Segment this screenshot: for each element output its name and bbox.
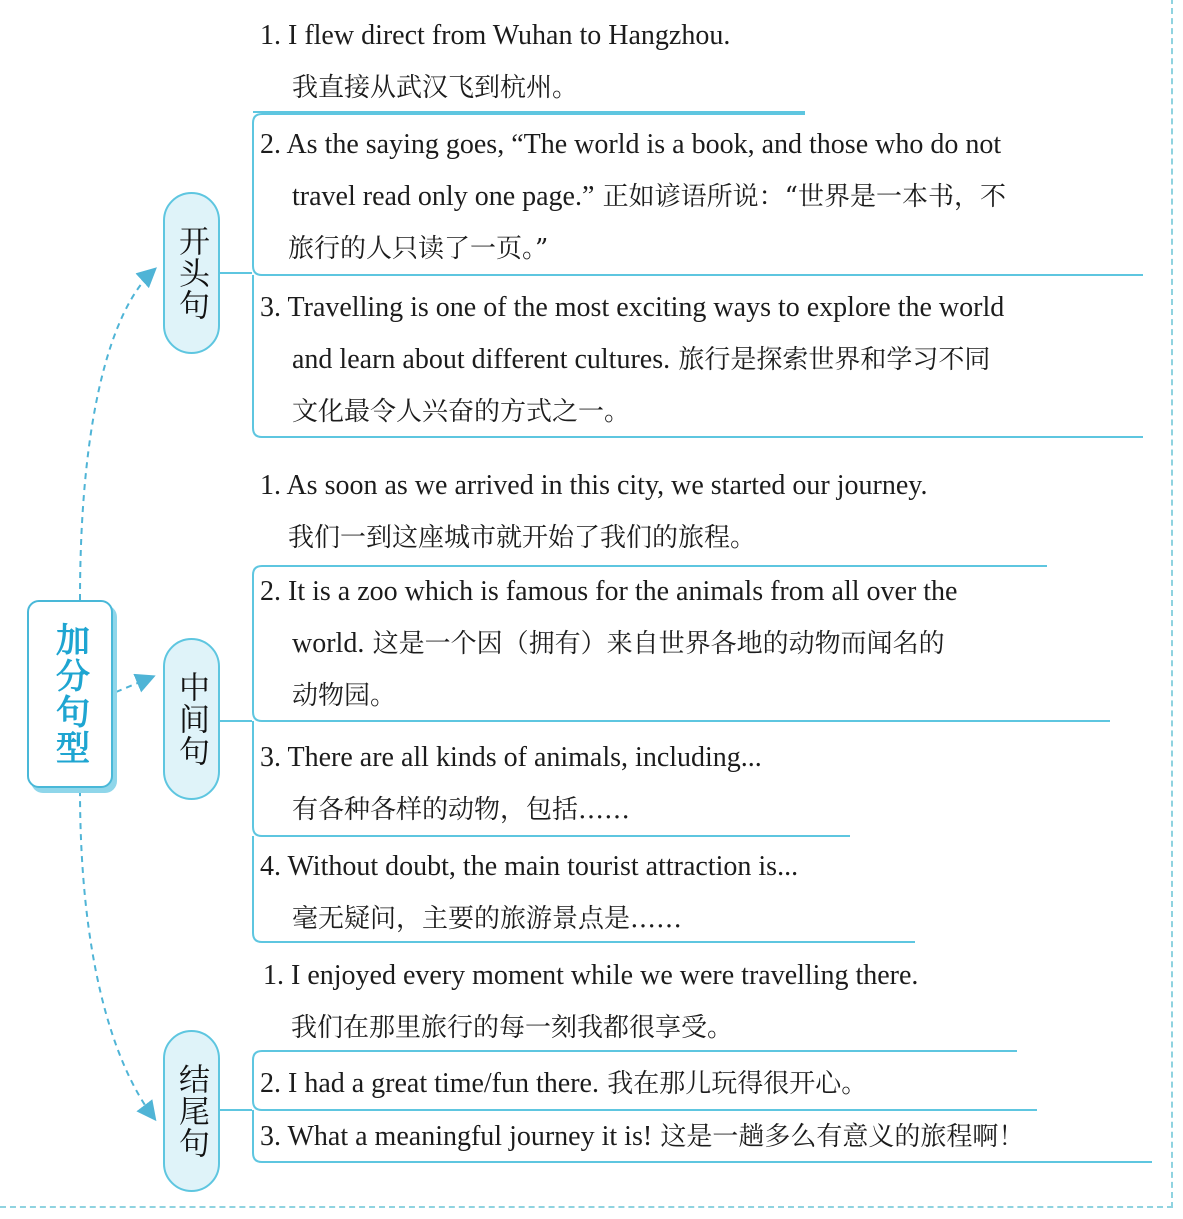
sentence-chinese: 这是一个因（拥有）来自世界各地的动物而闻名的	[364, 629, 945, 659]
arrow-to-ending	[80, 790, 154, 1118]
sentence-english: and learn about different cultures.	[292, 344, 671, 375]
ending-sentence-1	[263, 950, 918, 1054]
sentence-english: 1. I flew direct from Wuhan to Hangzhou.	[260, 20, 731, 51]
sentence-english: 4. Without doubt, the main tourist attraction is...	[260, 851, 799, 882]
section-label-opening: 开头句	[163, 192, 220, 354]
sentence-chinese: 有各种各样的动物，包括……	[292, 795, 631, 825]
sentence-chinese: 我直接从武汉飞到杭州。	[292, 73, 579, 103]
sentence-english: 2. It is a zoo which is famous for the animals from all over the	[260, 576, 958, 607]
opening-sentence-2	[260, 119, 1006, 275]
sentence-english: 3. What a meaningful journey it is!	[260, 1121, 653, 1152]
section-label-ending: 结尾句	[163, 1030, 220, 1192]
sentence-chinese: 动物园。	[292, 681, 397, 711]
sentence-english: world.	[292, 628, 365, 659]
main-topic-label: 加分句型	[27, 600, 113, 788]
sentence-chinese: 我们一到这座城市就开始了我们的旅程。	[288, 523, 757, 553]
middle-sentence-1	[260, 460, 927, 564]
sentence-chinese: 我们在那里旅行的每一刻我都很享受。	[291, 1013, 734, 1043]
sentence-chinese: 旅行是探索世界和学习不同	[670, 345, 991, 375]
sentence-chinese: 正如谚语所说：“世界是一本书，不	[594, 182, 1006, 212]
sentence-mixed-line	[260, 618, 957, 670]
ending-sentence-3	[260, 1111, 1024, 1163]
middle-sentence-2	[260, 566, 957, 722]
sentence-english: travel read only one page.”	[292, 181, 595, 212]
ending-sentence-2	[260, 1058, 867, 1110]
sentence-chinese: 毫无疑问，主要的旅游景点是……	[292, 904, 683, 934]
arrow-to-opening	[80, 270, 154, 600]
sentence-mixed-line	[260, 171, 1006, 223]
sentence-english: 1. As soon as we arrived in this city, we started our journey.	[260, 470, 928, 501]
sentence-chinese: 这是一趟多么有意义的旅程啊！	[652, 1122, 1025, 1152]
section-label-middle: 中间句	[163, 638, 220, 800]
middle-sentence-4	[260, 841, 798, 945]
sentence-chinese: 文化最令人兴奋的方式之一。	[292, 397, 631, 427]
sentence-mixed-line	[260, 334, 1004, 386]
sentence-english: 2. I had a great time/fun there.	[260, 1068, 599, 1099]
sentence-english: 2. As the saying goes, “The world is a book, and those who do not	[260, 129, 1002, 160]
sentence-chinese: 我在那儿玩得很开心。	[598, 1069, 868, 1099]
sentence-english: 3. Travelling is one of the most exciting ways to explore the world	[260, 292, 1005, 323]
sentence-english: 1. I enjoyed every moment while we were travelling there.	[263, 960, 919, 991]
opening-sentence-1	[260, 10, 730, 114]
sentence-english: 3. There are all kinds of animals, including...	[260, 742, 762, 773]
sentence-chinese: 旅行的人只读了一页。”	[288, 234, 549, 264]
middle-sentence-3	[260, 732, 762, 836]
arrow-to-middle	[116, 677, 152, 692]
opening-sentence-3	[260, 282, 1004, 438]
